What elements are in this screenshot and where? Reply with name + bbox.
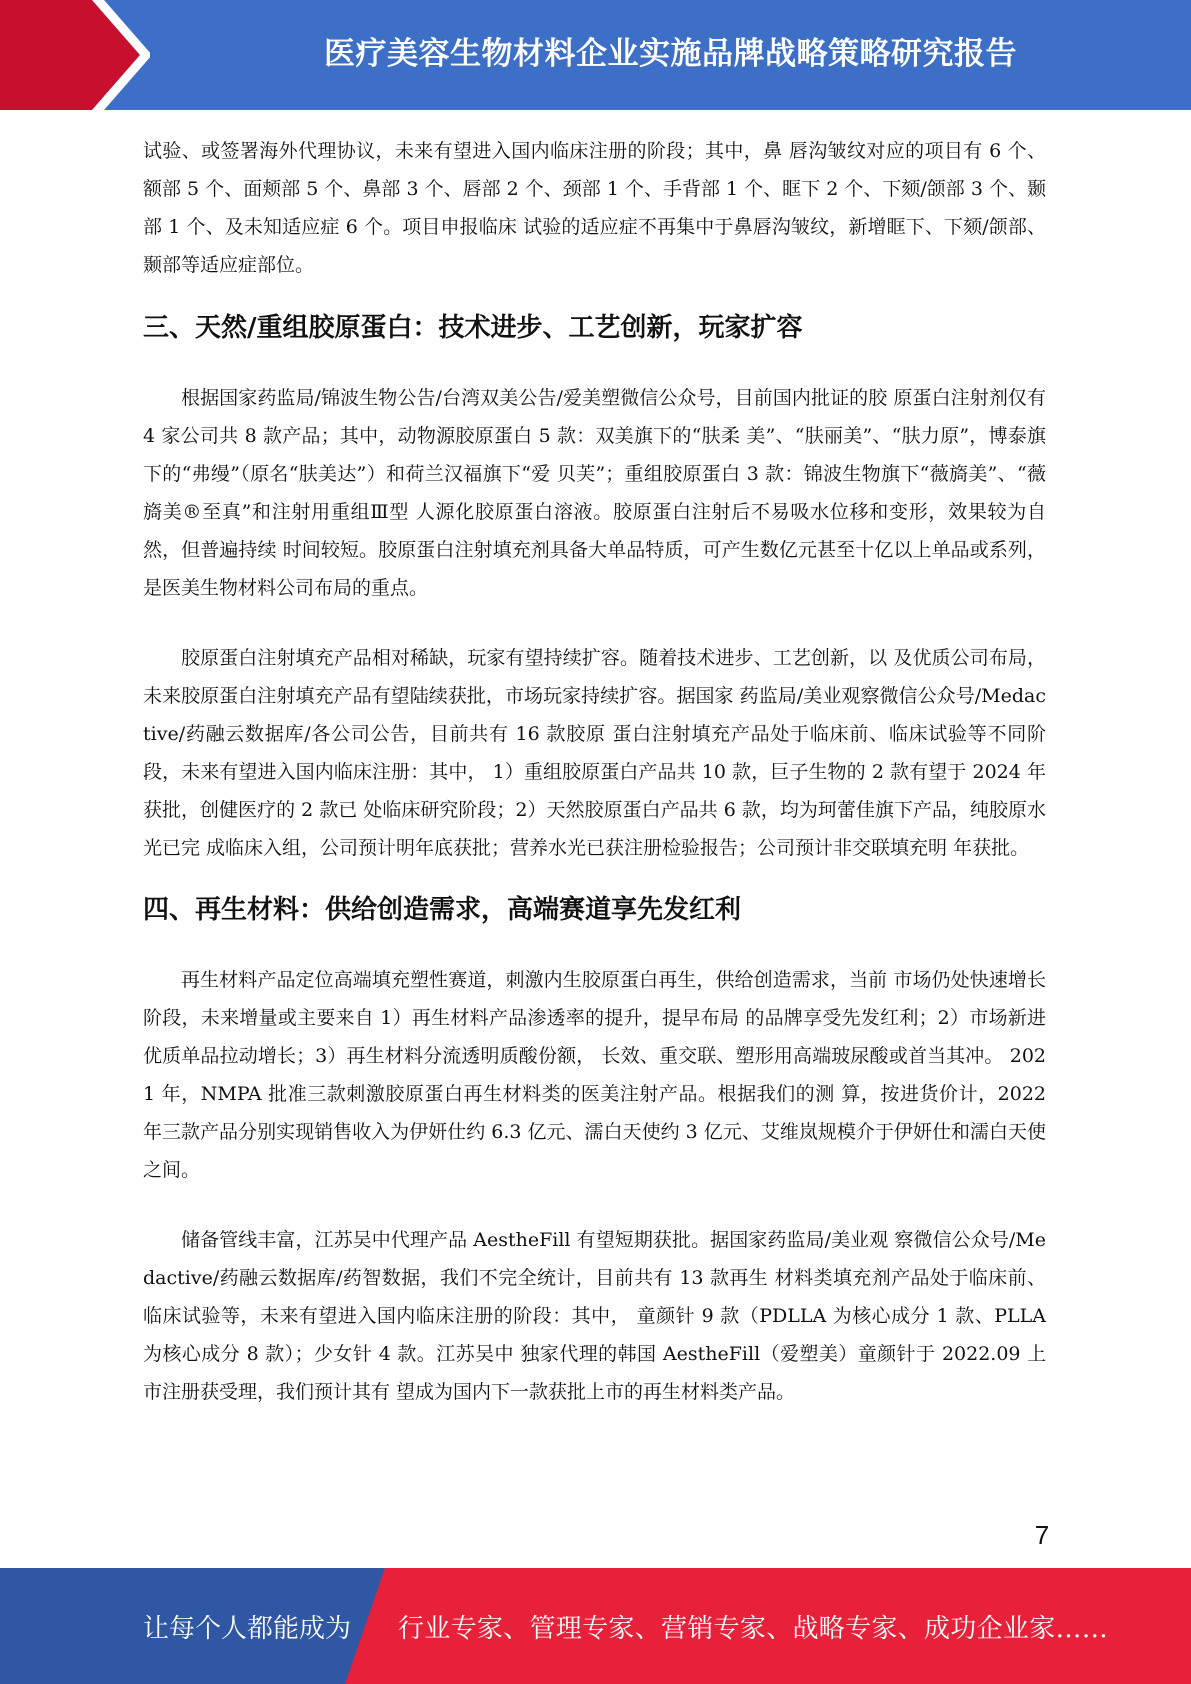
section-4-paragraph-2: 储备管线丰富，江苏吴中代理产品 AestheFill 有望短期获批。据国家药监局/美业观 察微信公众号/Medactive/药融云数据库/药智数据，我们不完全统计，目前共有 13 款再生 材料类填充剂产品处于临床前、临床试验等，未来有望进入国内临床注册的阶段：其中， 童颜针 9 款（PDLLA 为核心成分 1 款、PLLA 为核心成分 8 款）；少女针 4 款。江苏吴中 独家代理的韩国 AestheFill（爱塑美）童颜针于 2022.09 上市注册获受理，我们预计其有 望成为国内下一款获批上市的再生材料类产品。 (143, 1229, 1046, 1403)
section-heading-4: 四、再生材料：供给创造需求，高端赛道享先发红利 (143, 895, 742, 925)
footer-slogan-right: 行业专家、管理专家、营销专家、战略专家、成功企业家…… (398, 1613, 1109, 1644)
section-heading-3: 三、天然/重组胶原蛋白：技术进步、工艺创新，玩家扩容 (143, 313, 803, 343)
report-title: 医疗美容生物材料企业实施品牌战略策略研究报告 (324, 35, 1017, 72)
page-header (0, 0, 1191, 110)
intro-paragraph: 试验、或签署海外代理协议，未来有望进入国内临床注册的阶段；其中，鼻 唇沟皱纹对应的项目有 6 个、额部 5 个、面颊部 5 个、鼻部 3 个、唇部 2 个、颈部 1 个、手背部 1 个、眶下 2 个、下颏/颌部 3 个、颞部 1 个、及未知适应症 6 个。项目申报临床 试验的适应症不再集中于鼻唇沟皱纹，新增眶下、下颏/颌部、颞部等适应症部位。 (143, 140, 1046, 276)
section-3-paragraph-2: 胶原蛋白注射填充产品相对稀缺，玩家有望持续扩容。随着技术进步、工艺创新，以 及优质公司布局，未来胶原蛋白注射填充产品有望陆续获批，市场玩家持续扩容。据国家 药监局/美业观察微信公众号/Medactive/药融云数据库/各公司公告，目前共有 16 款胶原 蛋白注射填充产品处于临床前、临床试验等不同阶段，未来有望进入国内临床注册：其中， 1）重组胶原蛋白产品共 10 款，巨子生物的 2 款有望于 2024 年获批，创健医疗的 2 款已 处临床研究阶段；2）天然胶原蛋白产品共 6 款，均为珂蕾佳旗下产品，纯胶原水光已完 成临床入组，公司预计明年底获批；营养水光已获注册检验报告；公司预计非交联填充明 年获批。 (143, 647, 1046, 859)
page-number: 7 (1034, 1520, 1050, 1550)
document-body (143, 132, 1046, 1411)
page-footer (0, 1568, 1191, 1684)
section-3-paragraph-1: 根据国家药监局/锦波生物公告/台湾双美公告/爱美塑微信公众号，目前国内批证的胶 原蛋白注射剂仅有 4 家公司共 8 款产品；其中，动物源胶原蛋白 5 款：双美旗下的“肤柔 美”、“肤丽美”、“肤力原”，博泰旗下的“弗缦”（原名“肤美达”）和荷兰汉福旗下“爱 贝芙”；重组胶原蛋白 3 款：锦波生物旗下“薇旖美”、“薇旖美®至真”和注射用重组Ⅲ型 人源化胶原蛋白溶液。胶原蛋白注射后不易吸水位移和变形，效果较为自然，但普遍持续 时间较短。胶原蛋白注射填充剂具备大单品特质，可产生数亿元甚至十亿以上单品或系列， 是医美生物材料公司布局的重点。 (143, 387, 1046, 599)
footer-slogan-left: 让每个人都能成为 (143, 1613, 352, 1644)
header-arrow-decoration (0, 0, 150, 110)
section-4-paragraph-1: 再生材料产品定位高端填充塑性赛道，刺激内生胶原蛋白再生，供给创造需求，当前 市场仍处快速增长阶段，未来增量或主要来自 1）再生材料产品渗透率的提升，提早布局 的品牌享受先发红利；2）市场新进优质单品拉动增长；3）再生材料分流透明质酸份额， 长效、重交联、塑形用高端玻尿酸或首当其冲。 2021 年，NMPA 批准三款刺激胶原蛋白再生材料类的医美注射产品。根据我们的测 算，按进货价计，2022 年三款产品分别实现销售收入为伊妍仕约 6.3 亿元、濡白天使约 3 亿元、艾维岚规模介于伊妍仕和濡白天使之间。 (143, 969, 1046, 1181)
